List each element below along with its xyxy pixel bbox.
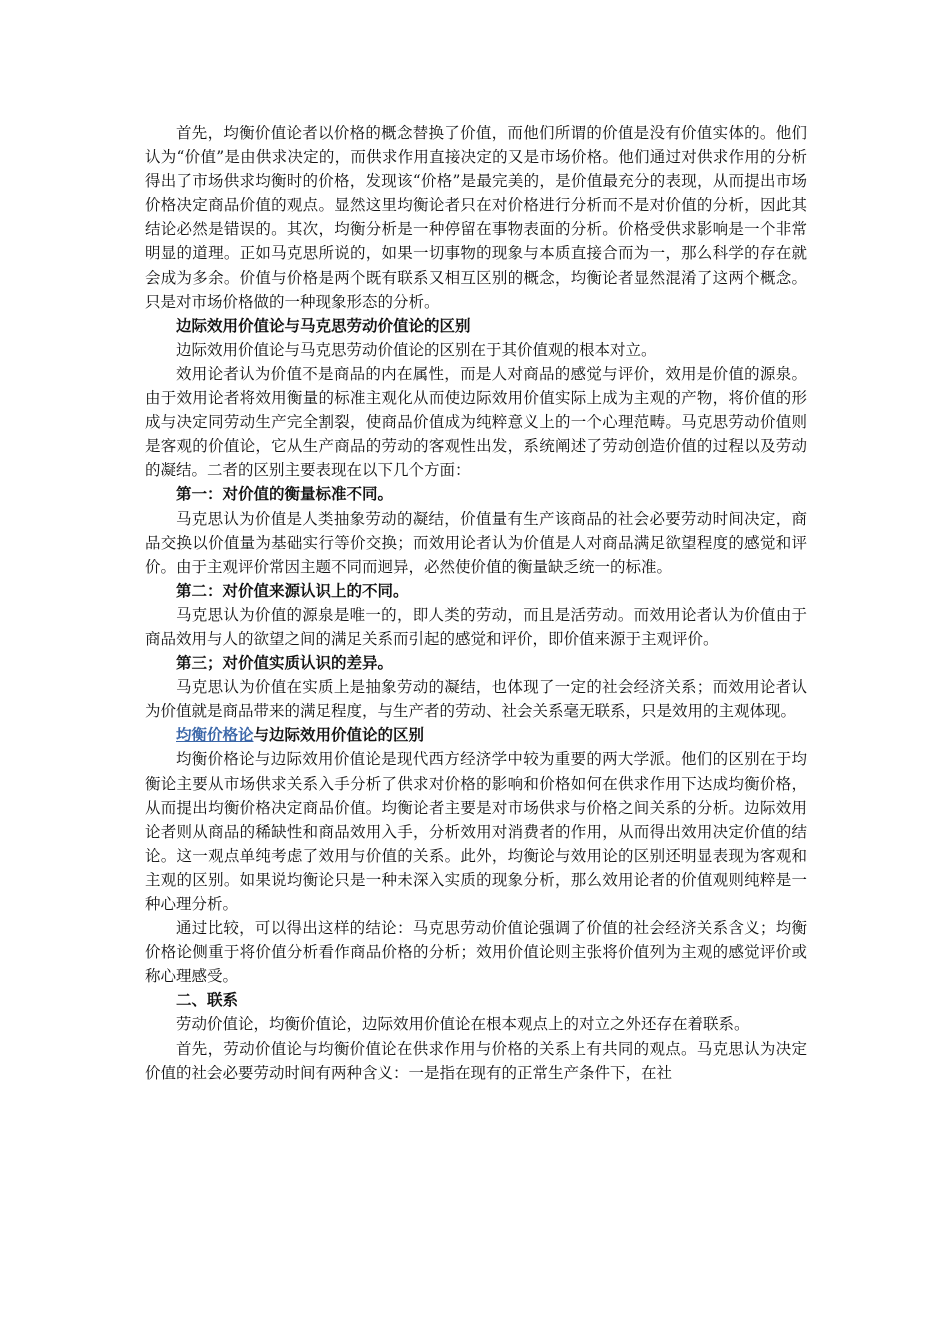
heading-third-difference: 第三；对价值实质认识的差异。 [176, 653, 394, 673]
paragraph-first-difference: 马克思认为价值是人类抽象劳动的凝结，价值量有生产该商品的社会必要劳动时间决定，商品交换以价值量为基础实行等价交换；而效用论者认为价值是人对商品满足欲望程度的感觉和评价。由于主观评价常因主题不同而迥异，必然使价值的衡量缺乏统一的标准。 [145, 509, 807, 576]
paragraph-third-difference: 马克思认为价值在实质上是抽象劳动的凝结，也体现了一定的社会经济关系；而效用论者认为价值就是商品带来的满足程度，与生产者的劳动、社会关系毫无联系，只是效用的主观体现。 [145, 678, 807, 721]
paragraph-connection-first: 首先，劳动价值论与均衡价值论在供求作用与价格的关系上有共同的观点。马克思认为决定价值的社会必要劳动时间有两种含义：一是指在现有的正常生产条件下，在社 [145, 1039, 807, 1082]
document-page [145, 121, 807, 1085]
paragraph-connection-intro: 劳动价值论，均衡价值论，边际效用价值论在根本观点上的对立之外还存在着联系。 [176, 1015, 750, 1034]
paragraph-intro-difference: 边际效用价值论与马克思劳动价值论的区别在于其价值观的根本对立。 [176, 340, 657, 359]
equilibrium-price-theory-link[interactable]: 均衡价格论 [176, 725, 254, 745]
paragraph-second-difference: 马克思认为价值的源泉是唯一的，即人类的劳动，而且是活劳动。而效用论者认为价值由于商品效用与人的欲望之间的满足关系而引起的感觉和评价，即价值来源于主观评价。 [145, 605, 807, 648]
heading-equilibrium-vs-marginal [145, 723, 807, 747]
paragraph-equilibrium-vs-marginal: 均衡价格论与边际效用价值论是现代西方经济学中较为重要的两大学派。他们的区别在于均衡论主要从市场供求关系入手分析了供求对价格的影响和价格如何在供求作用下达成均衡价格，从而提出均衡价格决定商品价值。均衡论者主要是对市场供求与价格之间关系的分析。边际效用论者则从商品的稀缺性和商品效用入手，分析效用对消费者的作用，从而得出效用决定价值的结论。这一观点单纯考虑了效用与价值的关系。此外，均衡论与效用论的区别还明显表现为客观和主观的区别。如果说均衡论只是一种未深入实质的现象分析，那么效用论者的价值观则纯粹是一种心理分析。 [145, 750, 807, 913]
heading-equilibrium-vs-marginal-rest: 与边际效用价值论的区别 [253, 725, 425, 745]
heading-first-difference: 第一：对价值的衡量标准不同。 [176, 484, 394, 504]
heading-marginal-vs-marx: 边际效用价值论与马克思劳动价值论的区别 [176, 315, 471, 335]
heading-second-difference: 第二：对价值来源认识上的不同。 [176, 580, 409, 600]
paragraph-conclusion: 通过比较，可以得出这样的结论：马克思劳动价值论强调了价值的社会经济关系含义；均衡价格论侧重于将价值分析看作商品价格的分析；效用价值论则主张将价值列为主观的感觉评价或称心理感受。 [145, 919, 807, 986]
paragraph-utility-view: 效用论者认为价值不是商品的内在属性，而是人对商品的感觉与评价，效用是价值的源泉。由于效用论者将效用衡量的标准主观化从而使边际效用价值实际上成为主观的产物，将价值的形成与决定同劳动生产完全割裂，使商品价值成为纯粹意义上的一个心理范畴。马克思劳动价值则是客观的价值论，它从生产商品的劳动的客观性出发，系统阐述了劳动创造价值的过程以及劳动的凝结。二者的区别主要表现在以下几个方面： [145, 364, 807, 480]
heading-connection: 二、联系 [176, 990, 239, 1010]
paragraph-equilibrium-critique: 首先，均衡价值论者以价格的概念替换了价值，而他们所谓的价值是没有价值实体的。他们认为“价值”是由供求决定的，而供求作用直接决定的又是市场价格。他们通过对供求作用的分析得出了市场供求均衡时的价格，发现该“价格”是最完美的，是价值最充分的表现，从而提出市场价格决定商品价值的观点。显然这里均衡论者只在对价格进行分析而不是对价值的分析，因此其结论必然是错误的。其次，均衡分析是一种停留在事物表面的分析。价格受供求影响是一个非常明显的道理。正如马克思所说的，如果一切事物的现象与本质直接合而为一，那么科学的存在就会成为多余。价值与价格是两个既有联系又相互区别的概念，均衡论者显然混淆了这两个概念。只是对市场价格做的一种现象形态的分析。 [145, 124, 807, 311]
